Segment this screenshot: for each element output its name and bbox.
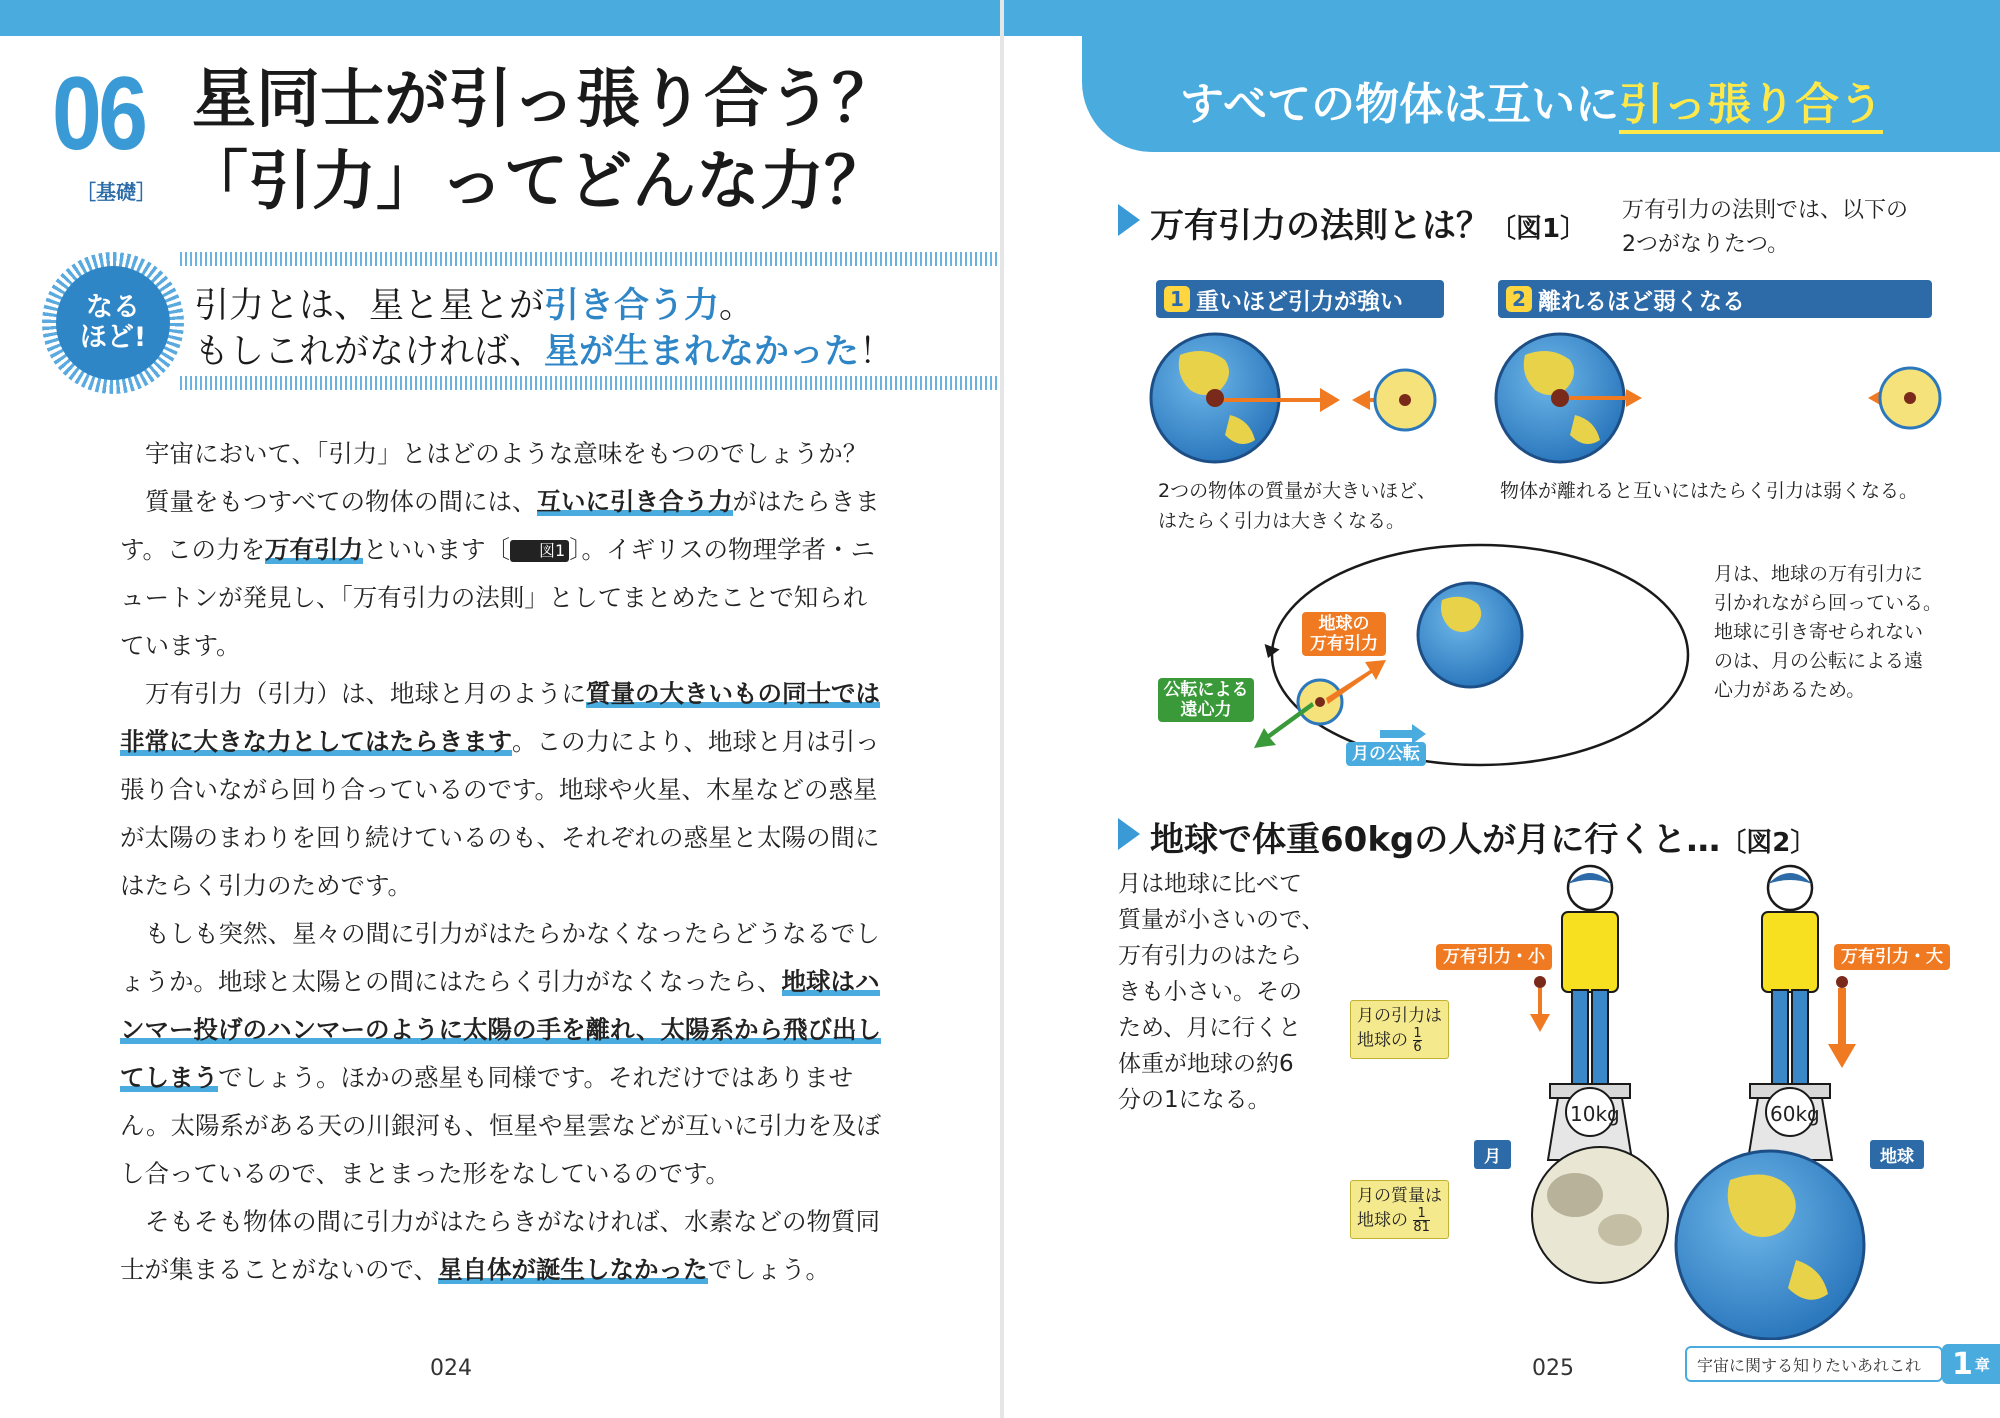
weight-explanation: 月は地球に比べて 質量が小さいので、 万有引力のはたら きも小さい。その ため、月に行くと 体重が地球の約6 分の1になる。 [1118,871,1325,1113]
underline-strong-force: 質量の大きいもの同士では非常に大きな力としてはたらきます [120,679,880,756]
figure-ref-1: 図1 [510,540,569,562]
moon-tag: 月 [1474,1140,1511,1169]
rule-2-label: 2 離れるほど弱くなる [1498,280,1932,318]
rule-1-label: 1 重いほど引力が強い [1156,280,1444,318]
page-title-line2: 「引力」ってどんな力？ [184,145,888,219]
section-number: 06 [52,56,145,172]
page-number-left: 024 [430,1356,472,1381]
rule-2-number: 2 [1506,286,1532,312]
lead-emphasis-1: 引き合う力 [544,286,720,326]
moon-orbit-diagram [1150,540,1710,780]
section-1-heading: 万有引力の法則とは？〔図1〕 [1150,206,1587,246]
moon-revolution-label: 月の公転 [1346,742,1426,766]
earth-sphere [1676,1151,1864,1339]
underline-mutual-attraction: 互いに引き合う力 [536,487,733,516]
figure-ref-1-heading: 〔図1〕 [1490,214,1587,244]
earth-globe-orbit [1418,583,1522,687]
paragraph-4: もしも突然、星々の間に引力がはたらかなくなったらどうなるでしょうか。地球と太陽との間にはたらく引力がなくなったら、地球はハンマー投げのハンマーのように太陽の手を離れ、太陽系から飛び出してしまうでしょう。ほかの惑星も同様です。それだけではありません。太陽系がある天の川銀河も、恒星や星雲などが互いに引力を及ぼし合っているので、まとまった形をなしているのです。 [120,919,881,1188]
lead-line-2: もしこれがなければ、星が生まれなかった！ [194,332,895,372]
moon-gravity-ratio-label: 月の引力は 地球の $\frac{1}{6}$ [1350,1000,1449,1059]
paragraph-1: 宇宙において、「引力」とはどのような意味をもつのでしょうか？ [145,439,868,468]
underline-no-stars: 星自体が誕生しなかった [438,1255,708,1284]
rule-1-number: 1 [1164,286,1190,312]
banner-heading: すべての物体は互いに引っ張り合う [1180,68,1883,132]
moon-scale-reading: 10kg [1570,1102,1620,1126]
paragraph-5: そもそも物体の間に引力がはたらきがなければ、水素などの物質同士が集まることがないので、星自体が誕生しなかったでしょう。 [120,1207,880,1284]
gravity-rules-illustration [1140,330,1950,480]
naruhodo-badge [42,252,184,394]
revolution-arrow [1380,724,1426,744]
person-on-earth [1762,866,1818,1086]
earth-gravity-label: 地球の 万有引力 [1302,612,1386,656]
orbit-explanation: 月は、地球の万有引力に 引かれながら回っている。 地球に引き寄せられない のは、月の公転による遠 心力があるため。 [1714,563,1943,701]
small-gravity-arrow [1530,988,1550,1032]
section-2-heading: 地球で体重60kgの人が月に行くと…〔図2〕 [1150,820,1817,860]
moon-mass-ratio-label: 月の質量は 地球の $\frac{1}{81}$ [1350,1180,1449,1239]
earth-scale-reading: 60kg [1770,1102,1820,1126]
hatch-divider-top [180,252,1000,266]
running-footer: 宇宙に関する知りたいあれこれ [1685,1346,1943,1382]
lead-emphasis-2: 星が生まれなかった [544,332,860,372]
weight-comparison-illustration [1340,860,1960,1340]
section-category-tag: ［基礎］ [76,180,156,204]
top-color-bar [0,0,1000,36]
section-1-note: 万有引力の法則では、以下の 2つがなりたつ。 [1622,198,1909,257]
hatch-divider-bottom [180,376,1000,390]
badge-text-2: ほど! [79,322,147,353]
moon-sphere [1532,1147,1668,1283]
underline-hammer-throw: 地球はハンマー投げのハンマーのように太陽の手を離れ、太陽系から飛び出してしまう [120,967,881,1092]
earth-center-dot-1 [1206,389,1224,407]
page-title-line1: 星同士が引っ張り合う？ [192,63,896,137]
large-gravity-arrow [1828,988,1856,1068]
top-color-bar-right [1004,0,1082,36]
section-triangle-icon-2 [1118,818,1140,850]
small-gravity-label: 万有引力・小 [1436,944,1552,970]
centrifugal-label: 公転による 遠心力 [1158,678,1254,722]
earth-tag: 地球 [1870,1140,1924,1169]
centrifugal-arrow [1254,702,1314,748]
chapter-badge: 1 章 [1942,1344,2000,1384]
page-number-right: 025 [1532,1356,1574,1381]
large-gravity-label: 万有引力・大 [1834,944,1950,970]
rule-2-caption: 物体が離れると互いにはたらく引力は弱くなる。 [1500,480,1919,502]
gravity-arrow [1326,660,1386,704]
paragraph-2: 質量をもつすべての物体の間には、互いに引き合う力がはたらきます。この力を万有引力といいます〔 図1 〕。イギリスの物理学者・ニュートンが発見し、「万有引力の法則」としてまとめたことで知られています。 [120,487,880,660]
person-on-moon [1562,866,1618,1086]
rule-1-caption: 2つの物体の質量が大きいほど、 はたらく引力は大きくなる。 [1158,480,1437,532]
badge-text-1: なる [86,292,140,324]
body-text [120,430,890,1294]
lead-line-1: 引力とは、星と星とが引き合う力。 [194,286,755,326]
paragraph-3: 万有引力（引力）は、地球と月のように質量の大きいもの同士では非常に大きな力としてはたらきます。この力により、地球と月は引っ張り合いながら回り合っているのです。地球や火星、木星などの惑星が太陽のまわりを回り続けているのも、それぞれの惑星と太陽の間にはたらく引力のためです。 [120,679,880,900]
banner-highlight: 引っ張り合う [1619,79,1883,134]
figure-ref-2-heading: 〔図2〕 [1720,828,1817,858]
underline-universal-gravitation: 万有引力 [265,535,364,564]
page-spine [1000,0,1004,1418]
section-triangle-icon [1118,204,1140,236]
